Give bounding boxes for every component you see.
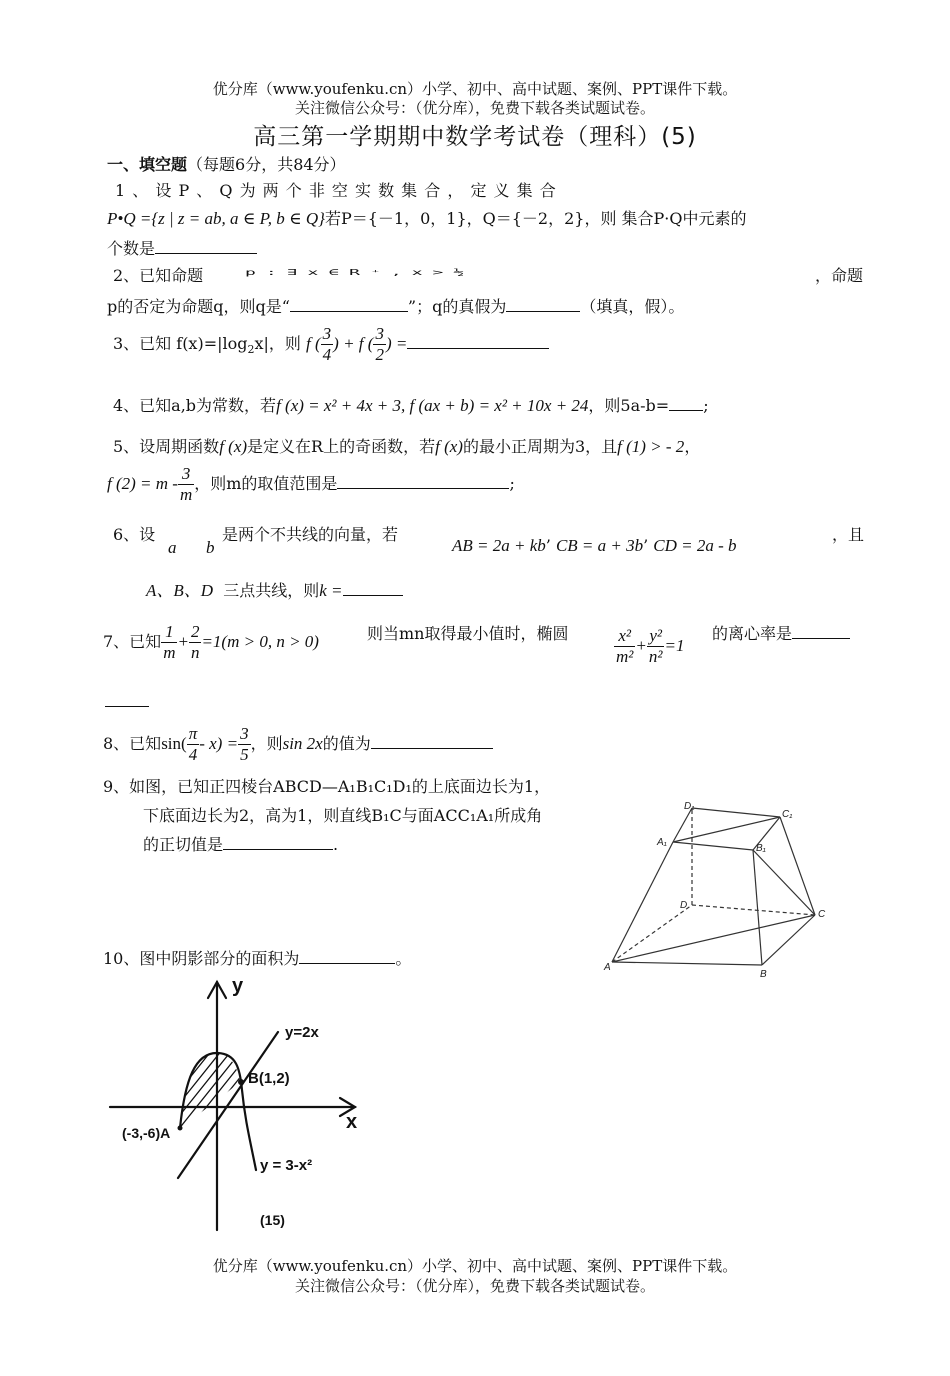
label-pointB: B(1,2) bbox=[248, 1070, 290, 1087]
frustum-figure bbox=[600, 795, 850, 980]
label-y: y bbox=[232, 975, 244, 997]
q3-plus: ) + f ( bbox=[333, 334, 374, 353]
q2-garbled-formula bbox=[245, 262, 805, 283]
q8-num-1: π bbox=[188, 724, 198, 743]
q7-ellipse: $\frac{\text{x²}}{\text{m²}}$ + $\frac{\text{y²}}{\text{n²}}$ =1 bbox=[616, 626, 685, 666]
q8-den-2: 5 bbox=[240, 745, 249, 764]
q3-f1: f ( bbox=[306, 334, 321, 353]
line-B1C bbox=[753, 850, 815, 915]
q7-cond: =1(m > 0, n > 0) bbox=[201, 632, 319, 651]
q6-k: k = bbox=[319, 581, 343, 600]
q7-line bbox=[103, 618, 319, 666]
q1-count-label: 个数是 bbox=[107, 239, 156, 258]
header-line-2: 关注微信公众号：（优分库），免费下载各类试题试卷。 bbox=[294, 99, 655, 117]
header-line-1: 优分库（www.youfenku.cn）小学、初中、高中试题、案例、PPT课件下载。 bbox=[212, 80, 738, 98]
edge-A1B1 bbox=[673, 842, 753, 850]
q6-vectors: AB = 2a + kb’ CB = a + 3b’ CD = 2a - b bbox=[452, 536, 737, 555]
q5-den: m bbox=[179, 485, 193, 504]
q9-text: 的正切值是 bbox=[143, 835, 224, 854]
q2-garbled-text: p:∃x∈R⁺,x>½ bbox=[245, 267, 475, 278]
q8-answer-blank[interactable] bbox=[371, 732, 493, 749]
q6-vector-b: b bbox=[206, 538, 215, 557]
q1-rest: 若P＝{－1，0，1}，Q＝{－2，2}，则 集合P·Q中元素的 bbox=[324, 209, 747, 228]
q3-line bbox=[113, 324, 549, 370]
q5-num: 3 bbox=[178, 464, 194, 485]
footer-line-2: 关注微信公众号：（优分库），免费下载各类试题试卷。 bbox=[294, 1277, 655, 1295]
q8-sin: sin( bbox=[161, 734, 187, 753]
edge-AB bbox=[612, 962, 762, 965]
q3-frac-2 bbox=[373, 324, 386, 365]
q3-log-base: 2 bbox=[247, 343, 255, 357]
shaded-area-graph bbox=[100, 970, 400, 1235]
label-A: A bbox=[604, 962, 611, 973]
q9-line3 bbox=[143, 832, 338, 855]
label-C: C bbox=[818, 909, 826, 920]
q5-line1 bbox=[113, 434, 700, 457]
label-figure-number: (15) bbox=[260, 1212, 285, 1228]
q3-mid: x|，则 bbox=[254, 334, 301, 353]
q6-tail: ，且 bbox=[832, 525, 865, 544]
q2-prefix: 2、已知命题 bbox=[113, 266, 204, 285]
q6-answer-blank[interactable] bbox=[343, 579, 403, 596]
q1-line3 bbox=[107, 236, 257, 259]
q6-vector-a: a bbox=[168, 538, 177, 557]
q2-text-a: p的否定为命题q，则q是“ bbox=[107, 297, 290, 316]
q5-comma: ， bbox=[684, 437, 701, 456]
q3-num-1: 3 bbox=[322, 324, 332, 343]
q7-frac-2 bbox=[189, 622, 202, 663]
q6-mid: 是两个不共线的向量，若 bbox=[222, 525, 399, 544]
edge-CC1 bbox=[780, 817, 815, 915]
q5-rest: ，则m的取值范围是 bbox=[194, 474, 338, 493]
q7-enum-1: x² bbox=[614, 626, 635, 647]
q10-answer-blank[interactable] bbox=[299, 947, 395, 964]
q9-line1: 9、如图，已知正四棱台ABCD—A₁B₁C₁D₁的上底面边长为1， bbox=[103, 777, 551, 796]
q2-text-c: （填真，假）。 bbox=[580, 297, 685, 316]
q9-line2: 下底面边长为2，高为1，则直线B₁C与面ACC₁A₁所成角 bbox=[143, 806, 543, 825]
q5-answer-blank[interactable] bbox=[337, 472, 509, 489]
q7-efrac-1 bbox=[614, 626, 635, 667]
q5-fx: f (x) bbox=[219, 437, 248, 456]
edge-AA1 bbox=[612, 842, 673, 962]
page-title: 高三第一学期期中数学考试卷（理科）(5) bbox=[253, 124, 697, 150]
point-A bbox=[178, 1126, 183, 1131]
q7-rest bbox=[712, 621, 850, 644]
q10-end: 。 bbox=[395, 949, 412, 968]
q6-cd: CD = 2a - b bbox=[653, 536, 737, 555]
q7-prefix: 7、已知 bbox=[103, 632, 162, 651]
q3-eq: ) = bbox=[385, 334, 408, 353]
q7-frac-1 bbox=[161, 622, 177, 663]
q5-end: ; bbox=[509, 474, 515, 493]
diagonal-A1C1 bbox=[673, 817, 780, 842]
q7-eq: =1 bbox=[664, 636, 685, 655]
label-curve: y = 3-x² bbox=[260, 1157, 313, 1174]
q8-frac-1 bbox=[187, 724, 200, 765]
q3-answer-blank[interactable] bbox=[407, 332, 549, 349]
q3-num-2: 3 bbox=[375, 324, 384, 343]
q1-answer-blank[interactable] bbox=[155, 237, 257, 254]
label-D1: D₁ bbox=[684, 801, 695, 812]
label-line: y=2x bbox=[285, 1024, 319, 1041]
q3-den-1: 4 bbox=[322, 345, 332, 364]
label-D: D bbox=[680, 900, 688, 911]
q7-answer-blank-2[interactable] bbox=[105, 706, 149, 707]
q3-prefix: 3、已知 f(x)=|log bbox=[113, 334, 248, 353]
q5-mid2: 的最小正周期为3，且 bbox=[462, 437, 618, 456]
diagonal-AC bbox=[612, 915, 815, 962]
q7-den-2: n bbox=[190, 643, 200, 662]
q6-line2 bbox=[146, 576, 403, 601]
q7-enum-2: y² bbox=[647, 626, 665, 647]
q8-sin2: sin 2x bbox=[282, 734, 323, 753]
q5-mid1: 是定义在R上的奇函数，若 bbox=[247, 437, 436, 456]
section-heading bbox=[107, 152, 346, 175]
q4-mid: ，则5a-b= bbox=[588, 396, 670, 415]
edge-BB1 bbox=[753, 850, 762, 965]
q7-eden-2: n² bbox=[648, 647, 663, 666]
q8-num-2: 3 bbox=[240, 724, 249, 743]
q8-frac-2 bbox=[238, 724, 251, 765]
q8-rest: 的值为 bbox=[322, 734, 371, 753]
q5-cond: f (1) > - 2 bbox=[617, 437, 685, 456]
q5-f2: f (2) = m - bbox=[107, 474, 178, 493]
q8-line bbox=[103, 722, 493, 766]
q1-formula: P•Q ={z | z = ab, a ∈ P, b ∈ Q} bbox=[107, 209, 325, 228]
q5-prefix: 5、设周期函数 bbox=[113, 437, 220, 456]
edge-D1C1 bbox=[692, 808, 780, 817]
q2-line2 bbox=[107, 294, 684, 317]
footer-line-1: 优分库（www.youfenku.cn）小学、初中、高中试题、案例、PPT课件下载。 bbox=[212, 1257, 738, 1275]
q3-den-2: 2 bbox=[375, 345, 384, 364]
q6-cb: CB = a + 3b bbox=[555, 536, 644, 555]
label-C1: C₁ bbox=[782, 809, 793, 820]
q4-formula: f (x) = x² + 4x + 3, f (ax + b) = x² + 10x + 24 bbox=[276, 396, 589, 415]
q6-points: A、B、D bbox=[146, 581, 214, 600]
label-pointA: (-3,-6)A bbox=[122, 1125, 171, 1141]
edge-BC bbox=[762, 915, 815, 965]
q3-frac-1 bbox=[321, 324, 334, 365]
q7-mid: 则当mn取得最小值时，椭圆 bbox=[367, 624, 569, 643]
q2-blank-q[interactable] bbox=[290, 295, 408, 312]
q10-text: 10、图中阴影部分的面积为 bbox=[103, 949, 300, 968]
q7-den-1: m bbox=[163, 643, 176, 662]
q9-answer-blank[interactable] bbox=[223, 833, 333, 850]
point-B bbox=[238, 1079, 244, 1085]
q2-blank-truth[interactable] bbox=[506, 295, 580, 312]
q7-answer-blank-1[interactable] bbox=[792, 622, 850, 639]
edge-AD bbox=[612, 905, 692, 962]
q4-answer-blank[interactable] bbox=[669, 394, 703, 411]
q7-num-2: 2 bbox=[190, 622, 200, 641]
q4-line bbox=[113, 393, 709, 416]
q4-end: ; bbox=[703, 396, 709, 415]
q1-line1: 1 、 设 P 、 Q 为 两 个 非 空 实 数 集 合 ， 定 义 集 合 bbox=[115, 181, 557, 200]
q6-ab: AB = 2a + kb bbox=[452, 536, 546, 555]
q5-fx2: f (x) bbox=[435, 437, 463, 456]
q6-line2-text: 三点共线，则 bbox=[223, 581, 320, 600]
q8-mid: - x) = bbox=[199, 734, 239, 753]
q8-den-1: 4 bbox=[188, 745, 198, 764]
q8-then: ，则 bbox=[250, 734, 283, 753]
q7-plus: + bbox=[177, 632, 189, 651]
section-title: 一、填空题 bbox=[107, 155, 188, 174]
q7-rest-text: 的离心率是 bbox=[712, 624, 793, 643]
q2-text-b: ”；q的真假为 bbox=[407, 297, 507, 316]
q6-prefix: 6、设 bbox=[113, 525, 156, 544]
q7-num-1: 1 bbox=[161, 622, 177, 643]
q5-line2 bbox=[107, 462, 515, 506]
q2-suffix: ，命题 bbox=[815, 266, 864, 285]
q10-line bbox=[103, 946, 411, 969]
section-note: （每题6分，共84分） bbox=[187, 155, 346, 174]
q9-period: . bbox=[333, 835, 339, 854]
q8-prefix: 8、已知 bbox=[103, 734, 162, 753]
label-B1: B₁ bbox=[756, 843, 766, 854]
q7-eden-1: m² bbox=[616, 647, 634, 666]
label-x: x bbox=[346, 1111, 358, 1133]
label-B: B bbox=[760, 969, 767, 980]
edge-DC bbox=[692, 905, 815, 915]
q1-line2 bbox=[107, 206, 747, 229]
q5-frac bbox=[178, 464, 194, 505]
q7-efrac-2 bbox=[647, 626, 665, 667]
label-A1: A₁ bbox=[657, 837, 667, 848]
edge-A1D1 bbox=[673, 808, 692, 842]
q4-prefix: 4、已知a,b为常数，若 bbox=[113, 396, 277, 415]
